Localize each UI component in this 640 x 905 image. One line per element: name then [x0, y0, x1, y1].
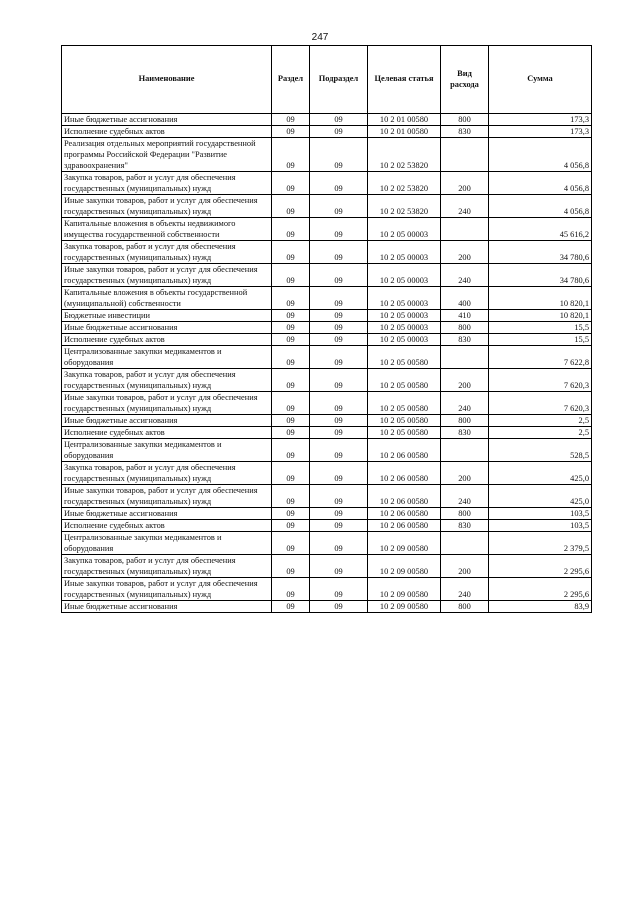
cell-razdel: 09 [272, 218, 310, 241]
cell-summa: 2 295,6 [489, 555, 592, 578]
cell-summa: 173,3 [489, 114, 592, 126]
cell-name: Закупка товаров, работ и услуг для обеспечения государственных (муниципальных) нужд [62, 369, 272, 392]
cell-razdel: 09 [272, 126, 310, 138]
cell-summa: 15,5 [489, 334, 592, 346]
cell-celevaya-statya: 10 2 05 00003 [368, 218, 441, 241]
cell-celevaya-statya: 10 2 02 53820 [368, 172, 441, 195]
cell-podrazdel: 09 [310, 520, 368, 532]
cell-vid-rashoda: 200 [441, 555, 489, 578]
cell-podrazdel: 09 [310, 369, 368, 392]
table-row [62, 114, 592, 126]
cell-podrazdel: 09 [310, 138, 368, 172]
cell-vid-rashoda: 400 [441, 287, 489, 310]
cell-name: Централизованные закупки медикаментов и оборудования [62, 346, 272, 369]
table-row [62, 601, 592, 613]
table-row [62, 520, 592, 532]
cell-name: Централизованные закупки медикаментов и оборудования [62, 532, 272, 555]
cell-vid-rashoda: 800 [441, 114, 489, 126]
cell-name: Иные закупки товаров, работ и услуг для обеспечения государственных (муниципальных) нужд [62, 392, 272, 415]
cell-podrazdel: 09 [310, 195, 368, 218]
cell-podrazdel: 09 [310, 334, 368, 346]
cell-razdel: 09 [272, 172, 310, 195]
budget-table [61, 45, 592, 613]
cell-summa: 83,9 [489, 601, 592, 613]
cell-summa: 4 056,8 [489, 138, 592, 172]
cell-razdel: 09 [272, 346, 310, 369]
cell-razdel: 09 [272, 520, 310, 532]
cell-celevaya-statya: 10 2 05 00580 [368, 369, 441, 392]
cell-vid-rashoda: 830 [441, 126, 489, 138]
cell-vid-rashoda: 240 [441, 485, 489, 508]
cell-vid-rashoda: 800 [441, 601, 489, 613]
cell-name: Капитальные вложения в объекты недвижимого имущества государственной собственности [62, 218, 272, 241]
cell-celevaya-statya: 10 2 06 00580 [368, 485, 441, 508]
cell-celevaya-statya: 10 2 09 00580 [368, 555, 441, 578]
cell-vid-rashoda: 200 [441, 369, 489, 392]
cell-vid-rashoda: 240 [441, 264, 489, 287]
cell-razdel: 09 [272, 392, 310, 415]
cell-razdel: 09 [272, 578, 310, 601]
table-row [62, 427, 592, 439]
cell-celevaya-statya: 10 2 09 00580 [368, 601, 441, 613]
cell-name: Закупка товаров, работ и услуг для обеспечения государственных (муниципальных) нужд [62, 241, 272, 264]
cell-summa: 173,3 [489, 126, 592, 138]
cell-summa: 15,5 [489, 322, 592, 334]
table-row [62, 392, 592, 415]
cell-celevaya-statya: 10 2 06 00580 [368, 508, 441, 520]
cell-podrazdel: 09 [310, 241, 368, 264]
cell-celevaya-statya: 10 2 05 00580 [368, 392, 441, 415]
cell-name: Иные бюджетные ассигнования [62, 508, 272, 520]
cell-summa: 4 056,8 [489, 195, 592, 218]
cell-summa: 528,5 [489, 439, 592, 462]
cell-podrazdel: 09 [310, 126, 368, 138]
cell-razdel: 09 [272, 532, 310, 555]
cell-razdel: 09 [272, 439, 310, 462]
cell-celevaya-statya: 10 2 05 00003 [368, 287, 441, 310]
cell-summa: 2 379,5 [489, 532, 592, 555]
cell-razdel: 09 [272, 508, 310, 520]
cell-vid-rashoda: 240 [441, 392, 489, 415]
cell-vid-rashoda: 800 [441, 415, 489, 427]
cell-razdel: 09 [272, 322, 310, 334]
table-row [62, 334, 592, 346]
cell-celevaya-statya: 10 2 05 00003 [368, 241, 441, 264]
cell-name: Бюджетные инвестиции [62, 310, 272, 322]
cell-razdel: 09 [272, 427, 310, 439]
cell-summa: 7 622,8 [489, 346, 592, 369]
table-row [62, 172, 592, 195]
cell-vid-rashoda [441, 439, 489, 462]
cell-vid-rashoda [441, 532, 489, 555]
cell-name: Иные бюджетные ассигнования [62, 114, 272, 126]
header-podrazdel: Подраздел [310, 46, 368, 114]
cell-name: Исполнение судебных актов [62, 334, 272, 346]
cell-summa: 7 620,3 [489, 392, 592, 415]
cell-podrazdel: 09 [310, 532, 368, 555]
cell-name: Закупка товаров, работ и услуг для обеспечения государственных (муниципальных) нужд [62, 555, 272, 578]
cell-vid-rashoda: 800 [441, 508, 489, 520]
cell-podrazdel: 09 [310, 462, 368, 485]
cell-podrazdel: 09 [310, 218, 368, 241]
cell-podrazdel: 09 [310, 264, 368, 287]
header-name: Наименование [62, 46, 272, 114]
table-row [62, 439, 592, 462]
table-row [62, 346, 592, 369]
cell-summa: 103,5 [489, 508, 592, 520]
cell-name: Централизованные закупки медикаментов и оборудования [62, 439, 272, 462]
table-row [62, 485, 592, 508]
cell-summa: 10 820,1 [489, 287, 592, 310]
cell-summa: 34 780,6 [489, 241, 592, 264]
table-row [62, 310, 592, 322]
cell-vid-rashoda [441, 218, 489, 241]
header-razdel: Раздел [272, 46, 310, 114]
page-number: 247 [311, 32, 329, 43]
table-row [62, 218, 592, 241]
cell-name: Исполнение судебных актов [62, 520, 272, 532]
cell-celevaya-statya: 10 2 05 00580 [368, 415, 441, 427]
cell-razdel: 09 [272, 138, 310, 172]
cell-summa: 10 820,1 [489, 310, 592, 322]
table-row [62, 462, 592, 485]
cell-name: Закупка товаров, работ и услуг для обеспечения государственных (муниципальных) нужд [62, 172, 272, 195]
cell-vid-rashoda: 240 [441, 195, 489, 218]
cell-summa: 34 780,6 [489, 264, 592, 287]
table-row [62, 126, 592, 138]
cell-vid-rashoda: 830 [441, 427, 489, 439]
table-row [62, 578, 592, 601]
cell-podrazdel: 09 [310, 346, 368, 369]
cell-name: Иные закупки товаров, работ и услуг для обеспечения государственных (муниципальных) нужд [62, 264, 272, 287]
cell-name: Иные закупки товаров, работ и услуг для обеспечения государственных (муниципальных) нужд [62, 578, 272, 601]
cell-celevaya-statya: 10 2 06 00580 [368, 520, 441, 532]
cell-razdel: 09 [272, 369, 310, 392]
cell-podrazdel: 09 [310, 310, 368, 322]
cell-podrazdel: 09 [310, 415, 368, 427]
cell-celevaya-statya: 10 2 01 00580 [368, 126, 441, 138]
cell-summa: 103,5 [489, 520, 592, 532]
cell-podrazdel: 09 [310, 485, 368, 508]
cell-podrazdel: 09 [310, 601, 368, 613]
cell-vid-rashoda: 240 [441, 578, 489, 601]
cell-celevaya-statya: 10 2 06 00580 [368, 462, 441, 485]
cell-name: Закупка товаров, работ и услуг для обеспечения государственных (муниципальных) нужд [62, 462, 272, 485]
cell-razdel: 09 [272, 195, 310, 218]
cell-podrazdel: 09 [310, 439, 368, 462]
header-vid-rashoda: Вид расхода [441, 46, 489, 114]
cell-razdel: 09 [272, 241, 310, 264]
header-summa: Сумма [489, 46, 592, 114]
cell-name: Иные бюджетные ассигнования [62, 601, 272, 613]
cell-summa: 4 056,8 [489, 172, 592, 195]
cell-vid-rashoda: 200 [441, 462, 489, 485]
cell-razdel: 09 [272, 287, 310, 310]
cell-podrazdel: 09 [310, 172, 368, 195]
cell-summa: 425,0 [489, 485, 592, 508]
table-row [62, 369, 592, 392]
cell-podrazdel: 09 [310, 578, 368, 601]
cell-razdel: 09 [272, 462, 310, 485]
cell-razdel: 09 [272, 601, 310, 613]
cell-name: Исполнение судебных актов [62, 427, 272, 439]
cell-celevaya-statya: 10 2 02 53820 [368, 138, 441, 172]
cell-summa: 45 616,2 [489, 218, 592, 241]
cell-celevaya-statya: 10 2 06 00580 [368, 439, 441, 462]
cell-celevaya-statya: 10 2 09 00580 [368, 532, 441, 555]
cell-celevaya-statya: 10 2 09 00580 [368, 578, 441, 601]
cell-razdel: 09 [272, 114, 310, 126]
header-celevaya-statya: Целевая статья [368, 46, 441, 114]
cell-summa: 425,0 [489, 462, 592, 485]
cell-vid-rashoda: 410 [441, 310, 489, 322]
cell-podrazdel: 09 [310, 322, 368, 334]
cell-vid-rashoda: 830 [441, 334, 489, 346]
table-header [62, 46, 592, 114]
cell-name: Иные закупки товаров, работ и услуг для обеспечения государственных (муниципальных) нужд [62, 485, 272, 508]
cell-vid-rashoda: 200 [441, 172, 489, 195]
table-body [62, 114, 592, 613]
cell-celevaya-statya: 10 2 05 00580 [368, 427, 441, 439]
cell-celevaya-statya: 10 2 05 00003 [368, 310, 441, 322]
cell-summa: 2,5 [489, 415, 592, 427]
table-row [62, 195, 592, 218]
table-row [62, 415, 592, 427]
cell-celevaya-statya: 10 2 02 53820 [368, 195, 441, 218]
cell-vid-rashoda [441, 138, 489, 172]
cell-vid-rashoda [441, 346, 489, 369]
cell-vid-rashoda: 830 [441, 520, 489, 532]
cell-podrazdel: 09 [310, 508, 368, 520]
cell-celevaya-statya: 10 2 05 00003 [368, 264, 441, 287]
cell-razdel: 09 [272, 334, 310, 346]
cell-vid-rashoda: 800 [441, 322, 489, 334]
table-row [62, 555, 592, 578]
cell-razdel: 09 [272, 485, 310, 508]
cell-name: Иные бюджетные ассигнования [62, 322, 272, 334]
cell-name: Иные закупки товаров, работ и услуг для обеспечения государственных (муниципальных) нужд [62, 195, 272, 218]
cell-podrazdel: 09 [310, 114, 368, 126]
cell-celevaya-statya: 10 2 05 00003 [368, 334, 441, 346]
cell-podrazdel: 09 [310, 427, 368, 439]
table-row [62, 264, 592, 287]
cell-vid-rashoda: 200 [441, 241, 489, 264]
cell-podrazdel: 09 [310, 555, 368, 578]
cell-celevaya-statya: 10 2 01 00580 [368, 114, 441, 126]
cell-razdel: 09 [272, 310, 310, 322]
cell-celevaya-statya: 10 2 05 00003 [368, 322, 441, 334]
table-row [62, 508, 592, 520]
cell-razdel: 09 [272, 555, 310, 578]
table-row [62, 241, 592, 264]
table-row [62, 287, 592, 310]
cell-name: Исполнение судебных актов [62, 126, 272, 138]
table-row [62, 322, 592, 334]
table-row [62, 532, 592, 555]
cell-name: Реализация отдельных мероприятий государственной программы Российской Федерации "Развитие здравоохранения" [62, 138, 272, 172]
cell-celevaya-statya: 10 2 05 00580 [368, 346, 441, 369]
cell-name: Капитальные вложения в объекты государственной (муниципальной) собственности [62, 287, 272, 310]
cell-summa: 7 620,3 [489, 369, 592, 392]
cell-summa: 2 295,6 [489, 578, 592, 601]
cell-podrazdel: 09 [310, 392, 368, 415]
cell-razdel: 09 [272, 415, 310, 427]
cell-podrazdel: 09 [310, 287, 368, 310]
table-row [62, 138, 592, 172]
header-row [62, 46, 592, 114]
cell-name: Иные бюджетные ассигнования [62, 415, 272, 427]
cell-razdel: 09 [272, 264, 310, 287]
cell-summa: 2,5 [489, 427, 592, 439]
